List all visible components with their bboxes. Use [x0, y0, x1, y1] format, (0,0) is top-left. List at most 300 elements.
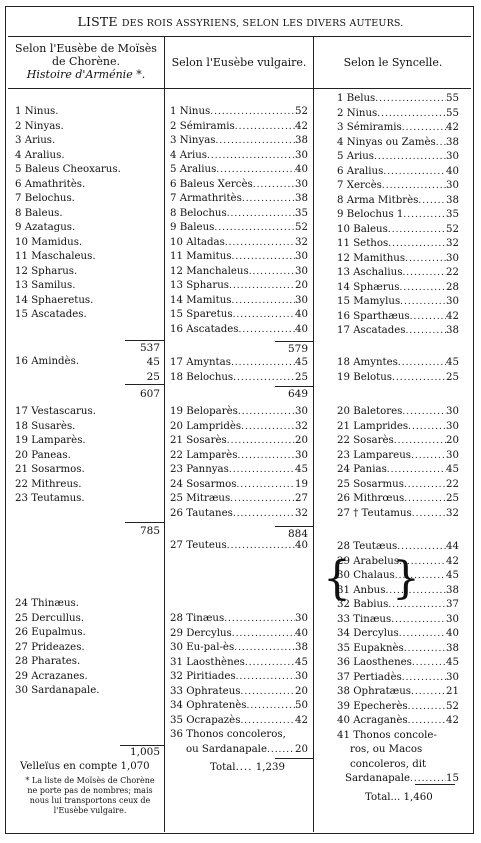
col3-leader	[374, 151, 446, 163]
col3-value: 38	[446, 325, 459, 336]
col2c-leader	[237, 479, 296, 491]
col3-name: 13 Aschalius	[337, 267, 403, 278]
col1-row: 7 Belochus.	[15, 193, 75, 204]
col2e-value: 42	[295, 714, 308, 726]
col2-name: 15 Sparetus	[170, 309, 233, 320]
col2f-value: 20	[295, 743, 308, 755]
col2-leader	[216, 164, 295, 176]
col2b-value: 25	[295, 371, 308, 383]
col2-leader	[227, 208, 295, 220]
col3d-value: 21	[446, 686, 459, 697]
col2-name: 7 Armathritès	[170, 193, 242, 204]
col2-name: 2 Sémiramis	[170, 120, 235, 132]
col3d-name: 33 Tinæus	[337, 613, 392, 625]
col3c-value: 20	[446, 435, 459, 446]
page-title	[0, 14, 481, 29]
col3c-name: 26 Mithrœus	[337, 493, 405, 504]
col2c-name: 22 Lamparès	[170, 449, 238, 461]
col2-row	[170, 208, 308, 220]
col1d-row: 29 Acrazanes.	[15, 670, 88, 682]
col3c-leader	[404, 479, 446, 491]
col2c-leader	[237, 450, 295, 462]
col2e-name: 34 Ophratenès	[170, 700, 247, 711]
col3-name: 4 Ninyas ou Zamès	[337, 136, 436, 148]
col3-row	[337, 253, 459, 265]
col3-final-line2: ros, ou Macos	[350, 744, 423, 755]
col2-total-label: Total	[210, 762, 236, 773]
col3-leader	[418, 195, 446, 207]
col3-leader	[406, 325, 447, 337]
col3d-leader	[399, 628, 446, 640]
col2c-name: 23 Pannyas	[170, 464, 229, 475]
col2e-name: 33 Ophrateus	[170, 685, 241, 697]
col1-row: 4 Aralius.	[15, 149, 65, 161]
title-rest: DES ROIS ASSYRIENS, SELON LES DIVERS AUTEURS.	[121, 18, 404, 29]
col3-leader	[388, 224, 446, 236]
col3-name: 14 Sphærus	[337, 281, 400, 293]
col3-value: 30	[446, 151, 459, 162]
col2c-name: 26 Tautanes	[170, 507, 233, 519]
col1d-row: 25 Dercullus.	[15, 612, 85, 624]
col2-row	[170, 266, 308, 278]
col3-value: 52	[446, 223, 459, 235]
col2-name: 16 Ascatades	[170, 323, 239, 335]
col2c-leader	[238, 406, 295, 418]
col2-leader	[232, 251, 296, 263]
col2b-name: 18 Belochus	[170, 371, 234, 383]
col3d-row	[337, 657, 459, 669]
col2f-row	[186, 744, 308, 756]
col2-name: 13 Spharus	[170, 280, 229, 291]
col3-brace-left: {	[323, 551, 351, 606]
col1-row: 13 Samilus.	[15, 280, 76, 291]
col3d-leader	[402, 672, 446, 684]
col1-subtotal-3: 785	[139, 525, 160, 537]
col3d-leader	[385, 585, 446, 597]
col3c-name: 20 Baletores	[337, 406, 403, 417]
col3d-row	[337, 628, 459, 640]
col2c-value: 32	[295, 420, 308, 432]
col1-row: 5 Baleus Cheoxarus.	[15, 164, 121, 175]
col2e-row	[170, 657, 308, 669]
col1-subtotal-4: 1,005	[129, 746, 160, 758]
col2d-leader	[227, 540, 295, 552]
col3d-row	[337, 541, 459, 553]
col2-name: 6 Baleus Xercès	[170, 178, 253, 190]
col3c-leader	[387, 464, 446, 476]
col3-name: 2 Ninus	[337, 107, 378, 119]
col2e-value: 40	[295, 627, 308, 639]
col1-row: 14 Sphaeretus.	[15, 294, 94, 306]
col3d-value: 42	[446, 555, 459, 567]
col2-rule-2	[275, 386, 313, 387]
col2c-value: 20	[295, 435, 308, 446]
col3d-row	[337, 715, 459, 727]
col2-name: 4 Arius	[170, 149, 207, 161]
col3d-row	[337, 686, 459, 698]
col3d-leader	[404, 643, 446, 655]
col3b-row	[337, 357, 459, 369]
col3-name: 9 Belochus 1	[337, 209, 404, 220]
col3d-value: 38	[446, 584, 459, 596]
col2-leader	[225, 237, 295, 249]
col2-leader	[214, 222, 295, 234]
col3-leader	[403, 209, 446, 221]
col2-subtotal-2: 649	[287, 388, 308, 400]
col2-leader	[253, 179, 295, 191]
col2e-leader	[234, 642, 295, 654]
col3-row	[337, 122, 459, 134]
col2-leader	[216, 135, 296, 147]
col3-row	[337, 209, 459, 221]
col2b-value: 45	[295, 357, 308, 368]
col3d-name: 40 Acraganès	[337, 715, 408, 726]
col2-value: 42	[295, 120, 308, 132]
col3c-row	[337, 406, 459, 418]
col2-value: 40	[295, 164, 308, 175]
col2-value: 20	[295, 280, 308, 291]
col3d-leader	[397, 541, 446, 553]
col1d-row: 26 Eupalmus.	[15, 627, 86, 638]
col3d-value: 40	[446, 628, 459, 639]
column-divider-1	[164, 36, 165, 832]
col3-name: 3 Sémiramis	[337, 122, 402, 133]
col2-name: 10 Altadas	[170, 236, 225, 248]
col2d-row	[170, 540, 308, 552]
col1-row: 2 Ninyas.	[15, 120, 64, 132]
col2-name: 5 Aralius	[170, 164, 217, 175]
col3-value: 40	[446, 165, 459, 177]
col3-name: 11 Sethos	[337, 238, 389, 249]
col3f-value: 15	[446, 773, 459, 784]
col1-subtotal-2: 607	[139, 388, 160, 400]
col3c-name: 25 Sosarmus	[337, 478, 404, 490]
col3d-value: 52	[446, 700, 459, 712]
col2c-name: 19 Beloparès	[170, 406, 238, 417]
col2-row	[170, 150, 308, 162]
col3-total-label: Total...	[365, 792, 401, 803]
col2e-name: 31 Laosthènes	[170, 656, 245, 668]
col2-value: 30	[295, 294, 308, 306]
col2e-row	[170, 628, 308, 640]
col2e-value: 30	[295, 613, 308, 624]
col3-row	[337, 180, 459, 192]
col2e-value: 45	[295, 656, 308, 668]
col2-name: 8 Belochus	[170, 207, 227, 219]
col1-note: * La liste de Moïsès de Chorène ne porte pas de nombres; mais nous lui transportons ceux de l'Eusèbe vulgaire.	[25, 776, 155, 815]
header-col3: Selon le Syncelle.	[343, 56, 443, 69]
col3d-name: 32 Babius	[337, 599, 389, 610]
col2e-leader	[232, 628, 295, 640]
col2-row	[170, 106, 308, 118]
col3c-leader	[408, 421, 446, 433]
col1c-row: 18 Susarès.	[15, 420, 76, 432]
col3d-name: 37 Pertiadès	[337, 671, 402, 683]
col2-name: 3 Ninyas	[170, 135, 216, 146]
col3d-name: 29 Arabelus	[337, 555, 400, 567]
col2b-leader	[233, 372, 295, 384]
col3-total	[365, 792, 433, 804]
col3d-name: 34 Dercylus	[337, 628, 399, 639]
col1-row: 8 Baleus.	[15, 207, 63, 219]
col2-rule-3	[275, 526, 313, 527]
col3b-leader	[392, 372, 446, 384]
col3c-leader	[402, 406, 446, 418]
col2e-row	[170, 700, 308, 712]
col2e-value: 50	[295, 700, 308, 711]
col1-row: 3 Arius.	[15, 135, 56, 146]
col2-value: 52	[295, 222, 308, 233]
col3d-name: 35 Eupaknès	[337, 642, 404, 654]
col2c-leader	[241, 421, 295, 433]
col3-leader	[388, 238, 446, 250]
col3b-name: 19 Belotus	[337, 371, 392, 383]
col2-row	[170, 179, 308, 191]
title-main: LISTE	[77, 14, 118, 29]
col2-value: 35	[295, 207, 308, 219]
col2c-row	[170, 464, 308, 476]
col2c-value: 45	[295, 464, 308, 475]
col3d-leader	[408, 715, 446, 727]
col3d-value: 42	[446, 715, 459, 726]
col3d-leader	[391, 614, 446, 626]
col2c-leader	[233, 508, 295, 520]
col3-name: 8 Arma Mitbrès	[337, 194, 419, 206]
col2f-name: ou Sardanapale	[186, 743, 267, 755]
column-divider-2	[313, 36, 314, 832]
col1c-row: 20 Paneas.	[15, 449, 71, 461]
col2-leader	[232, 295, 296, 307]
col2e-row	[170, 613, 308, 625]
col3-name: 15 Mamylus	[337, 296, 401, 307]
col1-row: 6 Amathritès.	[15, 178, 86, 190]
col3-row	[337, 296, 459, 308]
col3-total-value: 1,460	[403, 792, 433, 803]
col3-leader	[436, 137, 446, 149]
col3-leader	[400, 296, 446, 308]
col3-row	[337, 325, 459, 337]
col3-final-line3: concoleros, dit	[350, 758, 427, 770]
col2-total-value: 1,239	[255, 762, 285, 773]
col2c-row	[170, 435, 308, 447]
col3-name: 6 Aralius	[337, 165, 384, 177]
col3-row	[337, 137, 459, 149]
col2c-name: 20 Lampridès	[170, 420, 242, 432]
col3-row	[337, 108, 459, 120]
col3-row	[337, 93, 459, 105]
col2-row	[170, 280, 308, 292]
col2-total: Total.... 1,239	[210, 762, 285, 773]
col3-name: 12 Mamithus	[337, 252, 406, 264]
col2-rule-1	[275, 341, 313, 342]
col2-row	[170, 164, 308, 176]
col2d-value: 40	[295, 540, 308, 551]
col3c-row	[337, 508, 459, 520]
col1-footnote-velleius: Velleïus en compte 1,070	[20, 761, 150, 772]
col2c-value: 19	[295, 478, 308, 490]
col3c-name: 24 Panias	[337, 464, 387, 475]
col2e-leader	[245, 657, 295, 669]
col3c-value: 30	[446, 449, 459, 461]
col3c-leader	[404, 493, 446, 505]
col1-rule-3	[125, 522, 164, 523]
col3d-name: 38 Ophratæus	[337, 686, 412, 697]
col3-row	[337, 195, 459, 207]
col3c-value: 32	[446, 507, 459, 519]
col2-value: 32	[295, 236, 308, 248]
col3c-value: 30	[446, 406, 459, 417]
col1-rule-1	[125, 340, 164, 341]
col1-row: 12 Spharus.	[15, 265, 78, 277]
col2e-row	[170, 686, 308, 698]
col3-value: 55	[446, 107, 459, 119]
col2d-name: 27 Teuteus	[170, 540, 227, 551]
col2-value: 40	[295, 309, 308, 320]
col2c-row	[170, 479, 308, 491]
col1d-row: 24 Thinæus.	[15, 598, 79, 609]
col2-row	[170, 237, 308, 249]
col1b-row: 16 Amindès.	[15, 356, 80, 367]
col2-row	[170, 193, 308, 205]
col2c-name: 25 Mitræus	[170, 493, 231, 504]
col2-row	[170, 251, 308, 263]
col2b-row	[170, 357, 308, 369]
col3b-value: 25	[446, 371, 459, 383]
col2-row	[170, 324, 308, 336]
col1c-row: 21 Sosarmos.	[15, 464, 85, 475]
col3d-value: 38	[446, 642, 459, 654]
col3-leader	[383, 166, 446, 178]
col2-leader	[210, 106, 295, 118]
col2-value: 40	[295, 323, 308, 335]
col3-name: 10 Baleus	[337, 223, 388, 235]
col1-subtotal-1: 537	[139, 342, 160, 354]
col3-name: 1 Belus	[337, 93, 376, 104]
col3d-value: 44	[446, 541, 459, 552]
col3f-name: Sardanapale	[345, 773, 411, 784]
col1c-row: 22 Mithreus.	[15, 478, 82, 490]
col2e-leader	[236, 671, 295, 683]
col3-value: 30	[446, 296, 459, 307]
col2e-leader	[241, 686, 296, 698]
header-bottom-rule	[8, 88, 471, 89]
col3-leader	[400, 282, 447, 294]
col3d-row	[337, 614, 459, 626]
col3-leader	[375, 93, 446, 105]
col1-row: 15 Ascatades.	[15, 309, 87, 320]
col2-value: 38	[295, 135, 308, 146]
col2b-name: 17 Amyntas	[170, 357, 231, 368]
col3f-leader	[410, 773, 446, 785]
col2-name: 11 Mamitus	[170, 251, 232, 262]
col2c-value: 32	[295, 507, 308, 519]
col3-row	[337, 311, 459, 323]
col3-leader	[405, 253, 446, 265]
col2e-name: 30 Eu-pal-ès	[170, 642, 235, 653]
col3-leader	[402, 267, 446, 279]
col3-value: 30	[446, 252, 459, 264]
col3-value: 42	[446, 310, 459, 322]
col1c-row: 19 Lamparès.	[15, 435, 86, 446]
col2e-row	[170, 642, 308, 654]
col1c-row: 23 Teutamus.	[15, 493, 85, 504]
col2-leader	[233, 309, 295, 321]
col2-leader	[207, 150, 295, 162]
col2-value: 30	[295, 251, 308, 262]
col2e-row	[170, 671, 308, 683]
col3-row	[337, 238, 459, 250]
col3b-leader	[398, 357, 446, 369]
col3d-value: 30	[446, 671, 459, 683]
col3d-value: 37	[446, 599, 459, 610]
col3c-row	[337, 435, 459, 447]
col1d-row: 27 Prideazes.	[15, 641, 85, 653]
col3d-leader	[399, 556, 446, 568]
col2-row	[170, 222, 308, 234]
col2-leader	[242, 193, 295, 205]
col3c-name: 21 Lamprides	[337, 420, 409, 432]
col3d-leader	[395, 570, 446, 582]
col2c-value: 27	[295, 493, 308, 504]
col3c-row	[337, 493, 459, 505]
col2e-row	[170, 715, 308, 727]
col3d-row	[337, 585, 459, 597]
col2e-name: 32 Piritiades	[170, 671, 236, 682]
col3c-value: 22	[446, 478, 459, 490]
col2e-name: 28 Tinæus	[170, 613, 225, 624]
col3d-leader	[412, 657, 446, 669]
col2e-leader	[247, 700, 296, 712]
col3f-row	[345, 773, 459, 785]
col3d-row	[337, 643, 459, 655]
col3-leader	[402, 122, 446, 134]
col2-name: 14 Mamitus	[170, 294, 232, 306]
col2f-leader	[267, 744, 295, 756]
col3c-row	[337, 450, 459, 462]
col2-row	[170, 295, 308, 307]
col3-value: 30	[446, 180, 459, 191]
col3c-leader	[412, 508, 446, 520]
col3-row	[337, 151, 459, 163]
col2c-row	[170, 493, 308, 505]
col3-final-line1: 41 Thonos concole-	[337, 729, 437, 741]
col2-value: 30	[295, 149, 308, 161]
col3c-value: 30	[446, 420, 459, 432]
col3c-name: 27 † Teutamus	[337, 507, 412, 519]
col1-row: 10 Mamidus.	[15, 236, 83, 248]
col3d-leader	[408, 701, 446, 713]
col3-leader	[377, 108, 446, 120]
col1-value-16: 45	[146, 356, 160, 368]
col3d-name: 30 Chalaus	[337, 570, 395, 581]
col2-subtotal-3: 884	[287, 528, 308, 540]
col3d-row	[337, 672, 459, 684]
col3b-name: 18 Amyntes	[337, 357, 398, 368]
col3d-row	[337, 701, 459, 713]
col3b-value: 45	[446, 357, 459, 368]
col2e-value: 38	[295, 642, 308, 653]
col3d-value: 45	[446, 570, 459, 581]
col3c-name: 22 Sosarès	[337, 435, 394, 446]
col1-row: 11 Maschaleus.	[15, 251, 96, 262]
col3-value: 22	[446, 267, 459, 278]
col3d-value: 45	[446, 657, 459, 668]
header-top-rule	[8, 36, 471, 37]
col2-row	[170, 309, 308, 321]
col3c-name: 23 Lampareus	[337, 449, 411, 461]
col3c-row	[337, 421, 459, 433]
col3d-leader	[388, 599, 446, 611]
